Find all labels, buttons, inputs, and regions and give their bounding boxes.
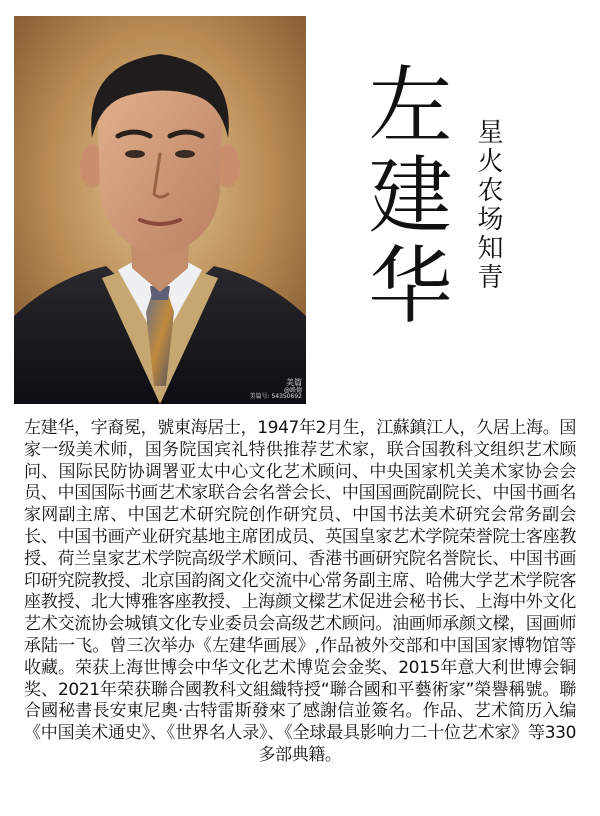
person-name: 左建华 bbox=[355, 61, 453, 331]
watermark-handle: @路德 bbox=[283, 386, 302, 394]
watermark-logo: 美篇 bbox=[286, 378, 302, 388]
portrait-illustration bbox=[14, 16, 306, 404]
watermark-id: 美篇号: 54350692 bbox=[249, 393, 302, 401]
portrait-photo bbox=[14, 16, 306, 404]
person-subtitle: 星火农场知青 bbox=[473, 118, 503, 292]
watermark bbox=[250, 379, 302, 401]
biography-text: 左建华，字裔冕，號東海居士，1947年2月生，江蘇鎮江人，久居上海。国家一级美术师，国务院国宾礼特供推荐艺术家，联合国教科文组织艺术顾问、国际民防协调署亚太中心文化艺术顾问、中央国家机关美术家协会会员、中国国际书画艺术家联合会名誉会长、中国国画院副院长、中国书画名家网副主席、中国艺术研究院创作研究员、中国书法美术研究会常务副会长、中国书画产业研究基地主席团成员、英国皇家艺术学院荣誉院士客座教授、荷兰皇家艺术学院高级学术顾问、香港书画研究院名誉院长、中国书画印研究院教授、北京国韵阁文化交流中心常务副主席、哈佛大学艺术学院客座教授、北大博雅客座教授、上海颜文樑艺术促进会秘书长、上海中外文化艺术交流协会城镇文化专业委员会高级艺术顾问。油画师承颜文樑，国画师承陆一飞。曾三次举办《左建华画展》,作品被外交部和中国国家博物馆等收藏。荣获上海世博会中华文化艺术博览会金奖、2015年意大利世博会铜奖、2021年荣获聯合國教科文組織特授“聯合國和平藝術家”榮譽稱號。聯合國秘書長安東尼奧·古特雷斯發來了感謝信並簽名。作品、艺术简历入编《中国美术通史》、《世界名人录》、《全球最具影响力二十位艺术家》等330多部典籍。 bbox=[24, 418, 576, 765]
